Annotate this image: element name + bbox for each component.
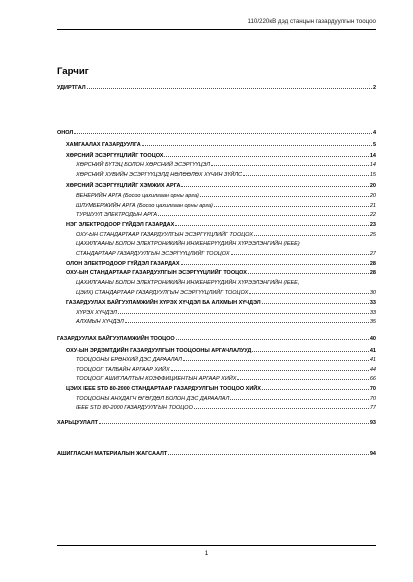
toc-entry[interactable]	[76, 162, 376, 169]
toc-entry[interactable]	[76, 251, 376, 258]
running-header: 110/220кВ дэд станцын газардуулгын тооцоо	[247, 18, 376, 25]
toc-entry-page: 41	[369, 348, 376, 354]
toc-entry[interactable]	[66, 300, 376, 307]
toc-entry-label: ХАМГААЛАХ ГАЗАРДУУЛГА	[66, 142, 141, 148]
toc-entry-page: 40	[369, 336, 376, 342]
dot-leader	[230, 399, 369, 400]
toc-entry-page: 4	[372, 130, 376, 136]
toc-entry-page: 77	[369, 405, 376, 411]
toc-entry-page: 23	[369, 222, 376, 228]
toc-entry-page: 21	[369, 203, 376, 209]
dot-leader	[262, 389, 369, 390]
toc-entry-page: 70	[369, 386, 376, 392]
toc-entry[interactable]	[76, 290, 376, 297]
toc-entry-label: ЦЭИХ) СТАНДАРТААР ГАЗАРДУУЛГЫН ЭСЭРГҮҮЦЛИЙГ ТООЦОХ	[76, 290, 249, 296]
toc-entry[interactable]	[76, 241, 376, 248]
toc-entry[interactable]	[57, 85, 376, 92]
toc-entry-page: 2	[372, 85, 376, 91]
dot-leader	[171, 370, 369, 371]
toc-entry-page: 41	[369, 357, 376, 363]
toc-entry-label: ХҮРЭХ ХҮЧДЭЛ	[76, 310, 117, 316]
toc-entry-page: 22	[369, 212, 376, 218]
toc-entry-page: 70	[369, 396, 376, 402]
dot-leader	[74, 133, 372, 134]
dot-leader	[214, 206, 369, 207]
toc-entry[interactable]	[57, 336, 376, 343]
dot-leader	[249, 293, 369, 294]
dot-leader	[87, 88, 372, 89]
dot-leader	[99, 423, 369, 424]
toc-entry[interactable]	[57, 130, 376, 137]
toc-entry-page: 33	[369, 310, 376, 316]
toc-entry[interactable]	[76, 193, 376, 200]
toc-entry[interactable]	[76, 172, 376, 179]
toc-entry-label: IEEE STD 80-2000 ГАЗАРДУУЛГЫН ТООЦОО	[76, 405, 193, 411]
toc-entry-page: 33	[369, 300, 376, 306]
toc-entry-page: 93	[369, 420, 376, 426]
dot-leader	[164, 156, 368, 157]
toc-entry-page: 94	[369, 451, 376, 457]
toc-entry-label: ТООЦООГ ТАЛБАЙН АРГААР ХИЙХ	[76, 367, 170, 373]
toc-entry-page: 20	[369, 183, 376, 189]
toc-entry[interactable]	[66, 153, 376, 160]
toc-entry-label: ЦЭИХ IEEE STD 80-2000 СТАНДАРТААР ГАЗАРДУУЛГЫН ТООЦОО ХИЙХ	[66, 386, 261, 392]
toc-entry[interactable]	[66, 183, 376, 190]
toc-entry-label: ОХУ-ЫН СТАНДАРТААР ГАЗАРДУУЛГЫН ЭСЭРГҮҮЦЛИЙГ ТООЦОХ	[76, 232, 253, 238]
dot-leader	[248, 273, 369, 274]
toc-entry[interactable]	[76, 203, 376, 210]
dot-leader	[243, 175, 369, 176]
toc-entry-label: АЛХМЫН ХҮЧДЭЛ	[76, 319, 124, 325]
dot-leader	[125, 322, 369, 323]
toc-entry[interactable]	[66, 142, 376, 149]
toc-entry[interactable]	[66, 222, 376, 229]
toc-entry-label: ТООЦООНЫ ЕРӨНХИЙ ДЭС ДАРААЛАЛ	[76, 357, 182, 363]
toc-entry-label: ЦАХИЛГААНЫ БОЛОН ЭЛЕКТРОНИКИЙН ИНЖЕНЕРҮҮДИЙН ХҮРЭЭЛЭНГИЙН (IEEE)	[76, 241, 300, 247]
dot-leader	[254, 235, 369, 236]
toc-entry-page: 14	[369, 153, 376, 159]
toc-entry[interactable]	[66, 386, 376, 393]
toc-entry[interactable]	[66, 261, 376, 268]
dot-leader	[176, 339, 369, 340]
toc-entry-page: 35	[369, 319, 376, 325]
dot-leader	[168, 454, 369, 455]
toc-entry-page: 14	[369, 162, 376, 168]
toc-entry[interactable]	[76, 310, 376, 317]
toc-entry-label: ХӨРСНИЙ БҮТЭЦ БОЛОН ХӨРСНИЙ ЭСЭРГҮҮЦЭЛ	[76, 162, 211, 168]
toc-entry-label: ТООЦООГ АШИГЛАЛТЫН КОЭФФИЦИЕНТЫН АРГААР ХИЙХ	[76, 376, 237, 382]
dot-leader	[211, 165, 369, 166]
toc-entry[interactable]	[66, 270, 376, 277]
toc-entry-page: 27	[369, 251, 376, 257]
toc-entry[interactable]	[76, 232, 376, 239]
toc-entry-label: ОНОЛ	[57, 130, 74, 136]
toc-entry[interactable]	[76, 405, 376, 412]
toc-entry-label: ОЛОН ЭЛЕКТРОДООР ГҮЙДЭЛ ГАЗАРДАХ	[66, 261, 180, 267]
toc-entry-label: НЭГ ЭЛЕКТРОДООР ГҮЙДЭЛ ГАЗАРДАХ	[66, 222, 175, 228]
toc-entry-label: ОХУ-ЫН ЭРДЭМТДИЙН ГАЗАРДУУЛГЫН ТООЦООНЫ АРГАЧЛАЛУУД	[66, 348, 252, 354]
toc-entry[interactable]	[76, 357, 376, 364]
page-number: 1	[204, 550, 209, 557]
toc-entry-label: ХАРЬЦУУЛАЛТ	[57, 420, 99, 426]
toc-entry-label: ХӨРСНИЙ ЭСЭРГҮҮЦЛИЙГ ТООЦОХ	[66, 153, 164, 159]
dot-leader	[118, 313, 369, 314]
dot-leader	[158, 215, 369, 216]
toc-entry[interactable]	[76, 367, 376, 374]
toc-entry[interactable]	[76, 319, 376, 326]
dot-leader	[262, 303, 369, 304]
toc-entry-page: 44	[369, 367, 376, 373]
footer-divider	[57, 545, 376, 546]
toc-entry-label: ТООЦООНЫ АНХДАГЧ ӨГӨГДӨЛ БОЛОН ДЭС ДАРААЛАЛ	[76, 396, 230, 402]
toc-entry-page: 28	[369, 270, 376, 276]
toc-entry-page: 28	[369, 261, 376, 267]
toc-entry[interactable]	[57, 451, 376, 458]
dot-leader	[237, 379, 369, 380]
dot-leader	[181, 264, 369, 265]
toc-entry-page: 30	[369, 290, 376, 296]
dot-leader	[175, 225, 369, 226]
dot-leader	[200, 196, 369, 197]
toc-entry-label: ХӨРСНИЙ ХУВИЙН ЭСЭРГҮҮЦЭЛД НӨЛӨӨЛӨХ ХҮЧИН ЗҮЙЛС	[76, 172, 243, 178]
toc-entry[interactable]	[76, 376, 376, 383]
toc-entry-label: ВЕНЕРИЙН АРГА (Босоо цахилгаан орны арга)	[76, 193, 199, 199]
toc-entry-label: ОХУ-ЫН СТАНДАРТААР ГАЗАРДУУЛГЫН ЭСЭРГҮҮЦЛИЙГ ТООЦОХ	[66, 270, 247, 276]
table-of-contents	[57, 0, 376, 582]
toc-entry[interactable]	[76, 212, 376, 219]
toc-entry-label: ГАЗАРДУУЛАХ БАЙГУУЛАМЖИЙН ХҮРЭХ ХҮЧДЭЛ БА АЛХМЫН ХҮЧДЭЛ	[66, 300, 261, 306]
toc-entry[interactable]	[76, 396, 376, 403]
dot-leader	[181, 186, 368, 187]
toc-entry-page: 20	[369, 193, 376, 199]
dot-leader	[183, 360, 369, 361]
dot-leader	[252, 351, 369, 352]
dot-leader	[231, 254, 369, 255]
toc-entry-page: 66	[369, 376, 376, 382]
toc-title: Гарчиг	[57, 66, 89, 77]
toc-entry-label: УДИРТГАЛ	[57, 85, 86, 91]
toc-entry[interactable]	[57, 420, 376, 427]
toc-entry-page: 15	[369, 172, 376, 178]
toc-entry-label: ХӨРСНИЙ ЭСЭРГҮҮЦЛИЙГ ХЭМЖИХ АРГА	[66, 183, 181, 189]
dot-leader	[194, 408, 369, 409]
toc-entry-label: ГАЗАРДУУЛАХ БАЙГУУЛАМЖИЙН ТООЦОО	[57, 336, 175, 342]
toc-entry-label: АШИГЛАСАН МАТЕРИАЛЫН ЖАГСААЛТ	[57, 451, 168, 457]
toc-entry-page: 5	[372, 142, 376, 148]
toc-entry[interactable]	[66, 348, 376, 355]
toc-entry-label: ТУРШУУЛ ЭЛЕКТРОДЫН АРГА	[76, 212, 157, 218]
toc-entry-label: СТАНДАРТААР ГАЗАРДУУЛГЫН ЭСЭРГҮҮЦЛИЙГ ТООЦОХ	[76, 251, 230, 257]
toc-entry-page: 25	[369, 232, 376, 238]
dot-leader	[142, 145, 372, 146]
toc-entry-label: ШЛУМБЕРЖИЙН АРГА (Босоо цахилгаан орны арга)	[76, 203, 213, 209]
toc-entry[interactable]	[76, 280, 376, 287]
toc-entry-label: ЦАХИЛГААНЫ БОЛОН ЭЛЕКТРОНИКИЙН ИНЖЕНЕРҮҮДИЙН ХҮРЭЭЛЭНГИЙН (IEEE,	[76, 280, 300, 286]
